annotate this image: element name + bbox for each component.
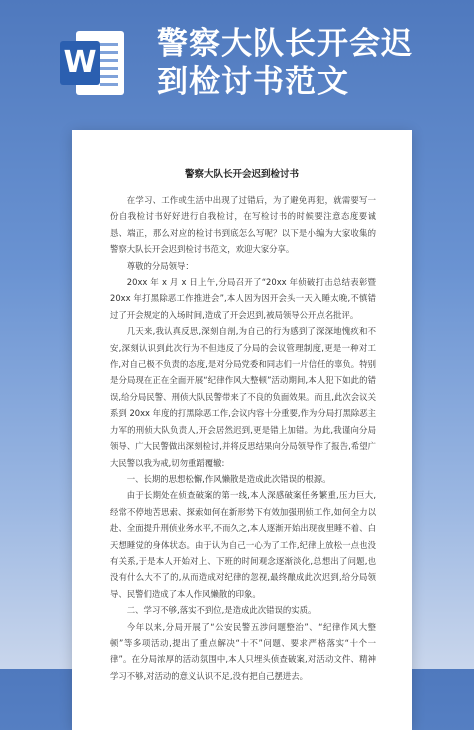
title-line-2: 到检讨书范文 [157,64,349,100]
paragraph: 一、长期的思想松懈,作风懒散是造成此次错误的根源。 [126,473,331,484]
paragraph: 由于长期处在侦查破案的第一线,本人深感破案任务繁重,压力巨大,经常不停地苦思索、探索如何在新形势下有效加强刑侦工作,如何全力以赴、全面提升刑侦业务水平,不而久之,本人逐渐开始出现夜里睡不着、白天想睡觉的身体状态。由于认为自己一心为了工作,纪律上放松一点也没有关系,于是本人开始对上、下班的时间观念逐渐淡化,总想出了问题,也没有什么大不了的,从而造成对纪律的忽视,最终酿成此次迟到,给分局领导、民警们造成了本人作风懒散的印象。 [110,490,376,599]
paragraph: 在学习、工作或生活中出现了过错后，为了避免再犯，就需要写一份自我检讨书好好进行自我检讨，在写检讨书的时候要注意态度要诚恳、端正，那么对应的检讨书到底怎么写呢？以下是小编为大家收集的警察大队长开会迟到检讨书范文，欢迎大家分享。 [110,195,376,255]
paragraph: 20xx 年 x 月 x 日上午,分局召开了“20xx 年侦破打击总结表彰暨 20xx 年打黑除恶工作推进会”,本人因为因开会头一天入睡太晚,不慎错过了开会规定的入场时间,造成了开会迟到,被局领导公开点名批评。 [110,277,376,320]
page-title [157,25,457,101]
document-preview [72,130,412,730]
paragraph: 尊敬的分局领导： [126,260,194,271]
document-title: 警察大队长开会迟到检讨书 [184,169,299,180]
paragraph: 今年以来,分局开展了“公安民警五涉问题整治”、“纪律作风大整顿”等多项活动,提出了重点解决“十不”问题、要求严格落实“十个一律”。在分局浓厚的活动氛围中,本人只埋头侦查破案,对活动文件、精神学习不够,对活动的意义认识不足,没有把自己摆进去。 [110,621,376,681]
word-icon [56,27,128,99]
word-letter-plate: W [60,41,100,85]
title-line-1: 警察大队长开会迟 [157,26,413,62]
header [0,0,474,118]
paragraph: 二、学习不够,落实不到位,是造成此次错误的实质。 [126,605,317,616]
document-body [110,192,376,684]
paragraph: 几天来,我认真反思,深刻自剖,为自己的行为感到了深深地愧疚和不安,深刻认识到此次行为不但违反了分局的会议管理制度,更是一种对工作,对自己极不负责的态度,是对分局党委和同志们一片信任的辜负。特别是分局现在正在全面开展“纪律作风大整顿”活动期间,本人犯下如此的错误,给分局民警、刑侦大队民警带来了不良的负面效果。而且,此次会议关系到 20xx 年度的打黑除恶工作,会议内容十分重要,作为分局打黑除恶主力军的刑侦大队负责人,开会居然迟到,更是错上加错。为此,我谨向分局领导、广大民警做出深刻检讨,并将反思结果向分局领导作了报告,希望广大民警以我为戒,切勿重蹈覆辙: [110,326,376,468]
